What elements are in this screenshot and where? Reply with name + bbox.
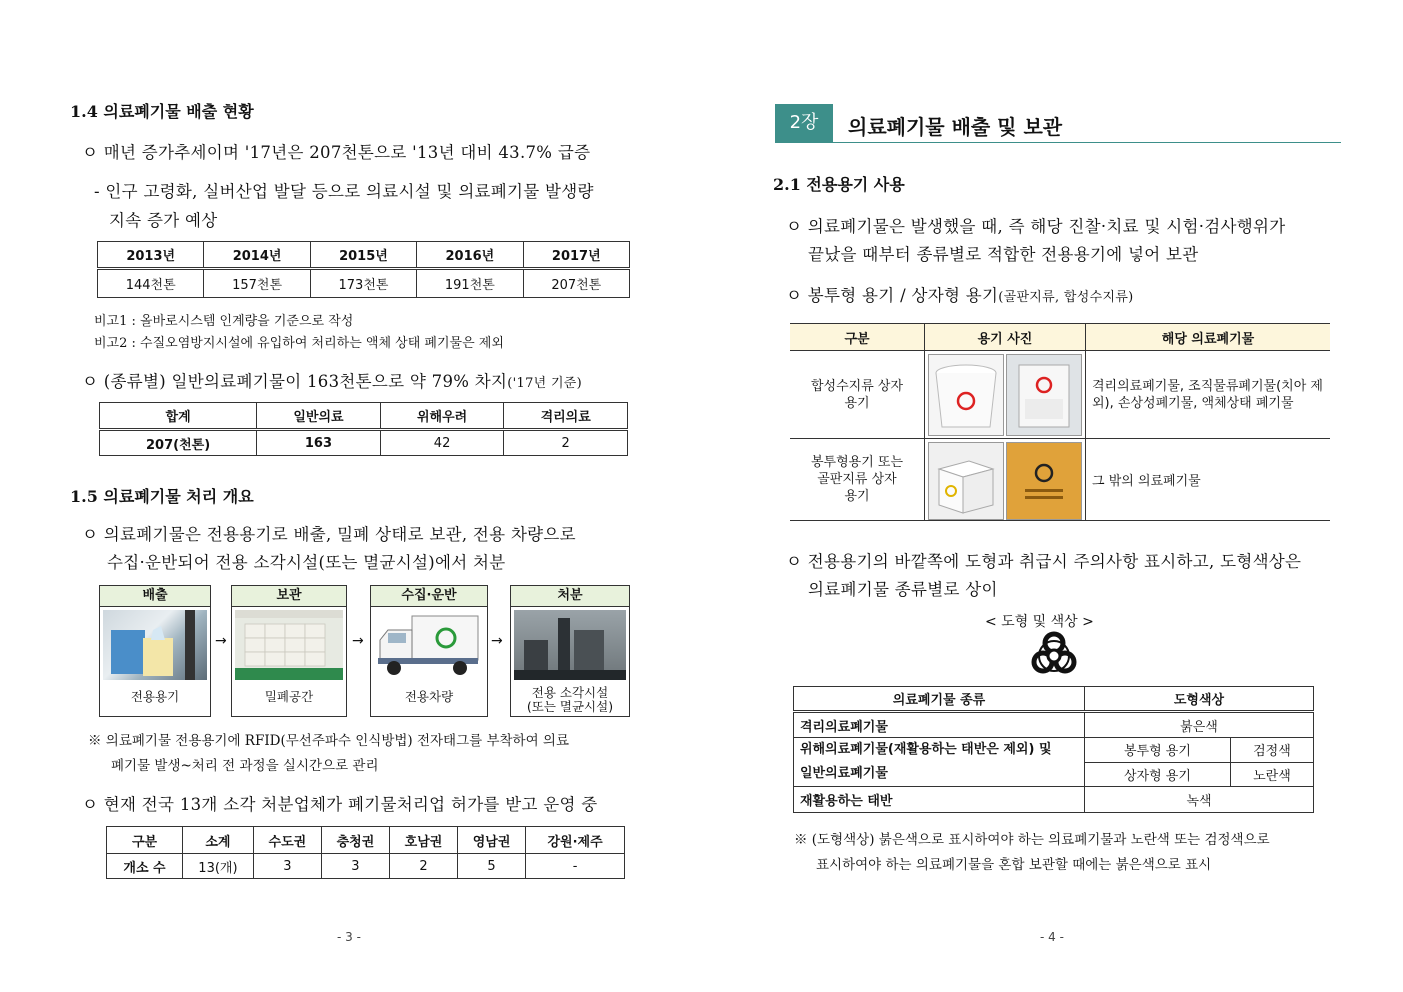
region-value: 3 bbox=[253, 854, 321, 879]
arrow-icon: → bbox=[491, 633, 503, 649]
step-head: 처분 bbox=[511, 586, 629, 607]
type-value: 163 bbox=[257, 430, 381, 456]
discharge-photo-art bbox=[103, 610, 207, 680]
type-value: 207(천톤) bbox=[100, 430, 257, 456]
bullet-process-line1: ㅇ 의료폐기물은 전용용기로 배출, 밀폐 상태로 보관, 전용 차량으로 bbox=[82, 525, 576, 544]
storage-photo-art bbox=[235, 610, 343, 680]
year-value: 207천톤 bbox=[523, 269, 629, 298]
year-value: 191천톤 bbox=[417, 269, 523, 298]
type-header: 합계 bbox=[100, 403, 257, 430]
symbol-color-cell: 붉은색 bbox=[1085, 712, 1314, 738]
type-value: 42 bbox=[380, 430, 504, 456]
container-kind-cell: 상자형 용기 bbox=[1085, 762, 1231, 787]
step-head: 배출 bbox=[100, 586, 210, 607]
container-type-line: 골판지류 상자 bbox=[817, 472, 897, 487]
container-table bbox=[790, 323, 1330, 521]
cardboard-box-art bbox=[929, 443, 1003, 519]
container-header: 구분 bbox=[790, 324, 925, 351]
bullet-trend: ㅇ 매년 증가추세이며 '17년은 207천톤으로 '13년 대비 43.7% 급증 bbox=[82, 143, 591, 162]
footnote-line1: ※ (도형색상) 붉은색으로 표시하여야 하는 의료폐기물과 노란색 또는 검정색으로 bbox=[794, 832, 1270, 848]
note-1: 비고1 : 올바로시스템 인계량을 기준으로 작성 bbox=[94, 314, 354, 329]
bullet-process-line2: 수집·운반되어 전용 소각시설(또는 멸균시설)에서 처분 bbox=[107, 553, 506, 572]
container-header: 해당 의료폐기물 bbox=[1086, 324, 1331, 351]
bullet-symbol-line2: 의료폐기물 종류별로 상이 bbox=[808, 580, 998, 599]
container-kind-cell: 봉투형 용기 bbox=[1085, 738, 1231, 763]
plastic-box-art bbox=[1007, 355, 1081, 435]
region-value: 5 bbox=[458, 854, 526, 879]
row-label: 개소 수 bbox=[107, 854, 183, 879]
bullet-incinerators: ㅇ 현재 전국 13개 소각 처분업체가 폐기물처리업 허가를 받고 운영 중 bbox=[82, 795, 598, 814]
section-1-4-title: 1.4 의료폐기물 배출 현황 bbox=[70, 102, 254, 121]
yearly-emission-table bbox=[97, 241, 630, 298]
container-header: 용기 사진 bbox=[925, 324, 1086, 351]
chapter-badge: 2장 bbox=[775, 104, 833, 142]
page-number-right: - 4 - bbox=[1040, 930, 1064, 944]
symbol-color-cell: 노란색 bbox=[1230, 762, 1313, 787]
section-1-5-title: 1.5 의료폐기물 처리 개요 bbox=[70, 487, 254, 506]
section-2-1-title: 2.1 전용용기 사용 bbox=[773, 175, 905, 194]
chapter-title: 의료폐기물 배출 및 보관 bbox=[848, 115, 1063, 139]
container-photo-cell bbox=[925, 351, 1086, 439]
incinerator-table bbox=[106, 826, 625, 879]
plastic-box-photo bbox=[1006, 354, 1082, 436]
biohazard-icon bbox=[1030, 631, 1078, 677]
step-discharge bbox=[99, 585, 211, 717]
step-label: 전용차량 bbox=[404, 689, 454, 704]
step-disposal bbox=[510, 585, 630, 717]
symbol-color-table bbox=[793, 686, 1314, 813]
waste-type-cell bbox=[794, 738, 1085, 787]
type-value: 2 bbox=[504, 430, 628, 456]
footnote-line2: 표시하여야 하는 의료폐기물을 혼합 보관할 때에는 붉은색으로 표시 bbox=[816, 857, 1212, 873]
region-header: 영남권 bbox=[458, 827, 526, 854]
arrow-icon: → bbox=[215, 633, 227, 649]
rfid-note-line2: 폐기물 발생~처리 전 과정을 실시간으로 관리 bbox=[111, 758, 379, 774]
container-type-line: 합성수지류 상자 bbox=[810, 378, 904, 394]
region-value: 13(개) bbox=[183, 854, 254, 879]
cardboard-box-photo bbox=[928, 442, 1004, 520]
waste-type-line: 일반의료폐기물 bbox=[800, 766, 888, 781]
plastic-pail-art bbox=[929, 355, 1003, 435]
step-label: 전용 소각시설 bbox=[531, 685, 609, 700]
container-type-line: 봉투형용기 또는 bbox=[810, 455, 904, 470]
truck-art bbox=[374, 610, 484, 680]
region-header: 호남권 bbox=[389, 827, 457, 854]
year-value: 173천톤 bbox=[310, 269, 416, 298]
container-type-cell bbox=[790, 439, 925, 521]
bullet-storage-line2: 끝났을 때부터 종류별로 적합한 전용용기에 넣어 보관 bbox=[808, 245, 1199, 264]
bullet-container-types-main: ㅇ 봉투형 용기 / 상자형 용기 bbox=[786, 286, 999, 305]
year-header: 2017년 bbox=[523, 242, 629, 269]
region-header: 구분 bbox=[107, 827, 183, 854]
year-header: 2013년 bbox=[98, 242, 204, 269]
type-header: 격리의료 bbox=[504, 403, 628, 430]
step-head: 보관 bbox=[232, 586, 346, 607]
year-header: 2014년 bbox=[204, 242, 310, 269]
region-value: - bbox=[526, 854, 625, 879]
region-value: 3 bbox=[321, 854, 389, 879]
note-2: 비고2 : 수질오염방지시설에 유입하여 처리하는 액체 상태 폐기물은 제외 bbox=[94, 336, 504, 351]
symbol-header-color: 도형색상 bbox=[1085, 687, 1314, 712]
waste-type-cell: 재활용하는 태반 bbox=[794, 787, 1085, 813]
bullet-storage-line1: ㅇ 의료폐기물은 발생했을 때, 즉 해당 진찰·치료 및 시험·검사행위가 bbox=[786, 217, 1286, 236]
arrow-icon: → bbox=[352, 633, 364, 649]
year-value: 157천톤 bbox=[204, 269, 310, 298]
dash-aging-line2: 지속 증가 예상 bbox=[109, 211, 218, 230]
page-number-left: - 3 - bbox=[337, 930, 361, 944]
step-storage bbox=[231, 585, 347, 717]
year-value: 144천톤 bbox=[98, 269, 204, 298]
waste-type-line: 위해의료폐기물(재활용하는 태반은 제외) 및 bbox=[800, 742, 1052, 757]
container-photo-cell bbox=[925, 439, 1086, 521]
dash-aging-line1: - 인구 고령화, 실버산업 발달 등으로 의료시설 및 의료폐기물 발생량 bbox=[94, 182, 594, 201]
type-header: 위해우려 bbox=[380, 403, 504, 430]
year-header: 2016년 bbox=[417, 242, 523, 269]
container-waste-cell: 그 밖의 의료폐기물 bbox=[1086, 439, 1331, 521]
step-head: 수집·운반 bbox=[371, 586, 487, 607]
storage-photo bbox=[235, 610, 343, 680]
transport-photo bbox=[374, 610, 484, 680]
step-label: 밀폐공간 bbox=[264, 689, 314, 704]
region-header: 강원·제주 bbox=[526, 827, 625, 854]
type-share-table bbox=[99, 402, 628, 456]
step-transport bbox=[370, 585, 488, 717]
plant-art bbox=[514, 610, 626, 680]
region-header: 수도권 bbox=[253, 827, 321, 854]
step-label-sub: (또는 멸균시설) bbox=[526, 699, 614, 714]
region-header: 소계 bbox=[183, 827, 254, 854]
disposal-photo bbox=[514, 610, 626, 680]
region-header: 충청권 bbox=[321, 827, 389, 854]
symbol-caption: < 도형 및 색상 > bbox=[985, 614, 1094, 630]
container-waste-cell: 격리의료폐기물, 조직물류폐기물(치아 제외), 손상성폐기물, 액체상태 폐기물 bbox=[1086, 351, 1331, 439]
yellow-bag-photo bbox=[1006, 442, 1082, 520]
container-type-line: 용기 bbox=[844, 489, 870, 504]
symbol-header-type: 의료폐기물 종류 bbox=[794, 687, 1085, 712]
region-value: 2 bbox=[389, 854, 457, 879]
container-type-line: 용기 bbox=[844, 395, 870, 411]
chapter-underline bbox=[775, 142, 1341, 143]
container-type-cell bbox=[790, 351, 925, 439]
plastic-pail-photo bbox=[928, 354, 1004, 436]
bullet-type-share-sub: ('17년 기준) bbox=[507, 376, 583, 391]
step-label: 전용용기 bbox=[130, 689, 180, 704]
symbol-color-cell: 녹색 bbox=[1085, 787, 1314, 813]
yellow-bag-art bbox=[1007, 443, 1081, 519]
rfid-note-line1: ※ 의료폐기물 전용용기에 RFID(무선주파수 인식방법) 전자태그를 부착하여 의료 bbox=[88, 733, 569, 749]
symbol-color-cell: 검정색 bbox=[1230, 738, 1313, 763]
bullet-container-types bbox=[786, 282, 1134, 306]
year-header: 2015년 bbox=[310, 242, 416, 269]
bullet-type-share bbox=[82, 368, 582, 392]
waste-type-cell: 격리의료폐기물 bbox=[794, 712, 1085, 738]
bullet-symbol-line1: ㅇ 전용용기의 바깥쪽에 도형과 취급시 주의사항 표시하고, 도형색상은 bbox=[786, 552, 1302, 571]
discharge-photo bbox=[103, 610, 207, 680]
bullet-container-types-sub: (골판지류, 합성수지류) bbox=[998, 290, 1134, 305]
bullet-type-share-main: ㅇ (종류별) 일반의료폐기물이 163천톤으로 약 79% 차지 bbox=[82, 372, 508, 391]
type-header: 일반의료 bbox=[257, 403, 381, 430]
